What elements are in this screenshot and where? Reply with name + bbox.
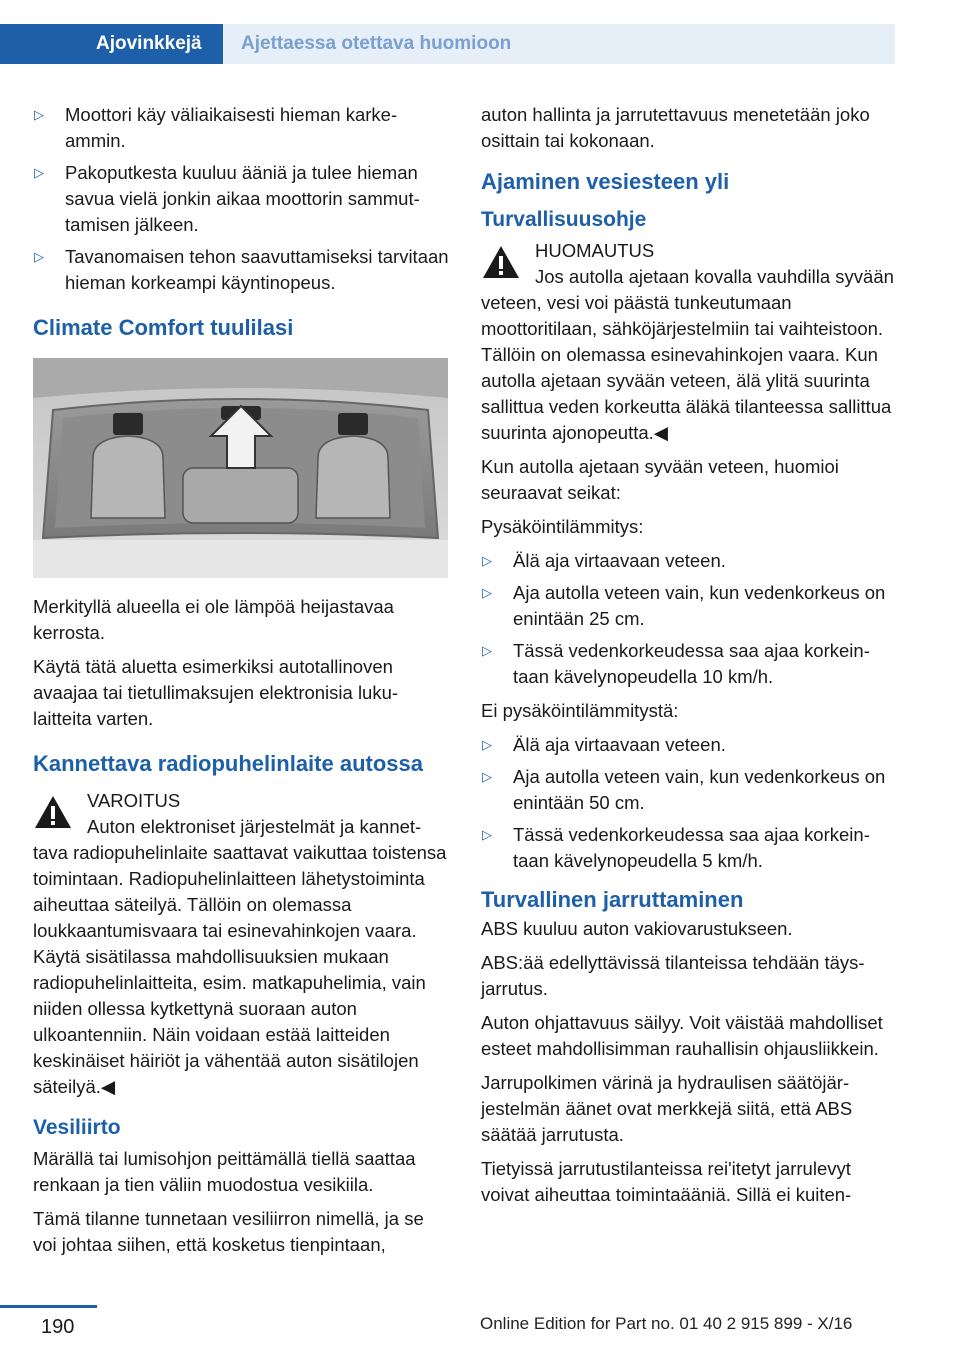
triangle-bullet-icon: ▷ bbox=[34, 249, 44, 264]
notice-text: Jos autolla ajetaan kovalla vauhdilla syvään veteen, vesi voi päästä tunkeutumaan moottoritilaan, sähköjärjestelmiin tai vaihteistoon. Tällöin on olemassa esinevahinkojen vaara. Kun autolla ajetaan syvään veteen, älä ylitä suurinta sallittua veden korkeutta äläkä tilanteessa sallittua suurinta ajonopeutta.◀ bbox=[481, 266, 894, 443]
section-tab: Ajovinkkejä bbox=[0, 24, 223, 64]
heater-bullet-list bbox=[481, 548, 898, 690]
car-interior-image bbox=[33, 358, 448, 578]
aqua-paragraph-2: Tämä tilanne tunnetaan vesiliirron nimellä, ja se voi johtaa siihen, että kosketus tienpintaan, bbox=[33, 1208, 424, 1255]
bullet-list bbox=[33, 102, 449, 296]
brake-paragraph-4: Jarrupolkimen värinä ja hydraulisen säätöjärjestelmän äänet ovat merkkejä siitä, että ABS säätää jarrutusta. bbox=[481, 1072, 853, 1145]
list-item: ▷ Pakoputkesta kuuluu ääniä ja tulee hieman savua vielä jonkin aikaa moottorin sammuttamisen jälkeen. bbox=[34, 162, 420, 235]
list-item: ▷ Tässä vedenkorkeudessa saa ajaa korkeintaan kävelynopeudella 5 km/h. bbox=[482, 824, 870, 871]
triangle-bullet-icon: ▷ bbox=[482, 769, 492, 784]
heading-radio-phone: Kannettava radiopuhelinlaite autossa bbox=[33, 751, 423, 776]
triangle-bullet-icon: ▷ bbox=[482, 585, 492, 600]
brake-paragraph-1: ABS kuuluu auton vakiovarustukseen. bbox=[481, 918, 793, 939]
brake-paragraph-5: Tietyissä jarrutustilanteissa rei'itetyt jarrulevyt voivat aiheuttaa toimintaääniä. Sillä ei kuiten- bbox=[481, 1158, 852, 1205]
triangle-bullet-icon: ▷ bbox=[34, 165, 44, 180]
heading-climate-comfort: Climate Comfort tuulilasi bbox=[33, 315, 294, 340]
climate-paragraph-2: Käytä tätä aluetta esimerkiksi autotallinoven avaajaa tai tietullimaksujen elektronisia lukulaitteita varten. bbox=[33, 656, 399, 729]
list-item: ▷ Älä aja virtaavaan veteen. bbox=[481, 548, 898, 574]
notice-title: HUOMAUTUS bbox=[535, 240, 655, 261]
list-item: ▷ Tavanomaisen tehon saavuttamiseksi tarvitaan hieman korkeampi käyntinopeus. bbox=[34, 246, 449, 293]
warning-triangle-icon bbox=[33, 794, 73, 830]
list-item: ▷ Aja autolla veteen vain, kun vedenkorkeus on enintään 25 cm. bbox=[482, 582, 886, 629]
warning-box bbox=[33, 788, 449, 1100]
edition-text: Online Edition for Part no. 01 40 2 915 899 - X/16 bbox=[480, 1314, 853, 1333]
no-heater-label: Ei pysäköintilämmitystä: bbox=[481, 700, 679, 721]
notice-box bbox=[481, 238, 898, 446]
warning-title: VAROITUS bbox=[87, 790, 181, 811]
list-item: ▷ Älä aja virtaavaan veteen. bbox=[481, 732, 898, 758]
triangle-bullet-icon: ▷ bbox=[482, 737, 492, 752]
warning-triangle-icon bbox=[481, 244, 521, 280]
page-number: 190 bbox=[41, 1316, 75, 1338]
triangle-bullet-icon: ▷ bbox=[482, 827, 492, 842]
continued-paragraph: auton hallinta ja jarrutettavuus menetetään joko osittain tai kokonaan. bbox=[481, 104, 870, 151]
heading-safe-braking: Turvallinen jarruttaminen bbox=[481, 887, 744, 912]
aqua-paragraph-1: Märällä tai lumisohjon peittämällä tiellä saattaa renkaan ja tien väliin muodostua vesikiila. bbox=[33, 1148, 416, 1195]
triangle-bullet-icon: ▷ bbox=[34, 107, 44, 122]
subsection-tab: Ajettaessa otettava huomioon bbox=[223, 24, 895, 64]
water-paragraph-1: Kun autolla ajetaan syvään veteen, huomioi seuraavat seikat: bbox=[481, 456, 839, 503]
heading-aquaplaning: Vesiliirto bbox=[33, 1116, 121, 1139]
footer-rule bbox=[0, 1305, 97, 1308]
heading-safety-note: Turvallisuusohje bbox=[481, 208, 647, 231]
right-column bbox=[481, 102, 898, 1216]
brake-paragraph-3: Auton ohjattavuus säilyy. Voit väistää mahdolliset esteet mahdollisimman rauhallisin ohjausliikkein. bbox=[481, 1012, 883, 1059]
heading-driving-through-water: Ajaminen vesiesteen yli bbox=[481, 169, 730, 194]
climate-paragraph-1: Merkityllä alueella ei ole lämpöä heijastavaa kerrosta. bbox=[33, 596, 394, 643]
list-item: ▷ Moottori käy väliaikaisesti hieman karkeammin. bbox=[34, 104, 398, 151]
no-heater-bullet-list bbox=[481, 732, 898, 874]
triangle-bullet-icon: ▷ bbox=[482, 643, 492, 658]
left-column bbox=[33, 102, 449, 1266]
triangle-bullet-icon: ▷ bbox=[482, 553, 492, 568]
warning-text: Auton elektroniset järjestelmät ja kannettava radiopuhelinlaite saattavat vaikuttaa toistensa toimintaan. Radiopuhelinlaitteen lähetystoiminta aiheuttaa säteilyä. Tällöin on olemassa loukkaantumisvaara tai esinevahinkojen vaara. Käytä sisätilassa mahdollisuuksien mukaan radiopuhelinlaitteita, esim. matkapuhelimia, vain niiden ollessa kytkettynä suoraan auton ulkoantenniin. Näin voidaan estää laitteiden keskinäiset häiriöt ja vähentää auton sisätilojen säteilyä.◀ bbox=[33, 816, 447, 1097]
page-header bbox=[0, 0, 895, 64]
brake-paragraph-2: ABS:ää edellyttävissä tilanteissa tehdään täysjarrutus. bbox=[481, 952, 865, 999]
windshield-illustration bbox=[33, 358, 448, 578]
heater-label: Pysäköintilämmitys: bbox=[481, 516, 644, 537]
list-item: ▷ Aja autolla veteen vain, kun vedenkorkeus on enintään 50 cm. bbox=[482, 766, 886, 813]
list-item: ▷ Tässä vedenkorkeudessa saa ajaa korkeintaan kävelynopeudella 10 km/h. bbox=[482, 640, 870, 687]
